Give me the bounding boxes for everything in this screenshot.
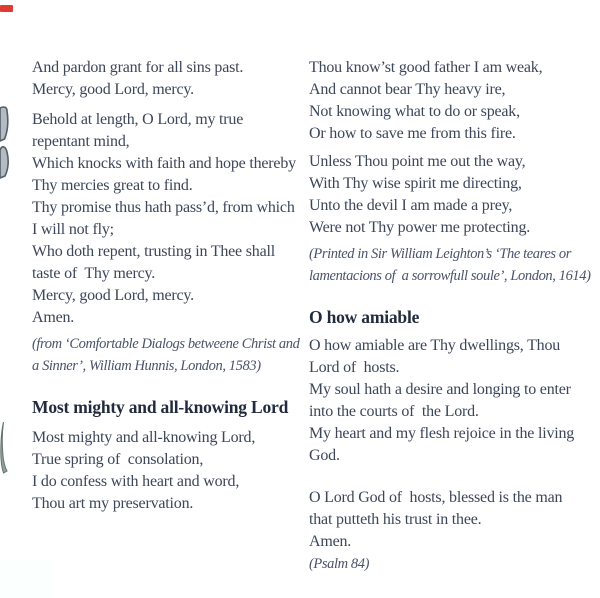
text-line: Most mighty and all-knowing Lord, (32, 429, 256, 446)
text-line: Amen. (32, 309, 75, 326)
heading-o-how-amiable: O how amiable (309, 307, 420, 327)
heading-most-mighty: Most mighty and all-knowing Lord (32, 397, 289, 417)
text-line: Unto the devil I am made a prey, (309, 197, 513, 214)
text-line: God. (309, 447, 340, 464)
text-line: With Thy wise spirit me directing, (309, 175, 522, 192)
text-line: My soul hath a desire and longing to enter (309, 381, 571, 398)
text-line: O how amiable are Thy dwellings, Thou (309, 337, 561, 354)
text-line: Mercy, good Lord, mercy. (32, 287, 194, 304)
text-line: Amen. (309, 533, 352, 550)
left-text-column (32, 57, 304, 515)
text-line: Lord of hosts. (309, 359, 400, 376)
text-line: True spring of consolation, (32, 451, 204, 468)
citation-psalm (309, 553, 594, 575)
text-line: taste of Thy mercy. (32, 265, 156, 282)
corner-mark-top (0, 5, 13, 12)
text-line: I do confess with heart and word, (32, 473, 240, 490)
citation-hunnis (32, 333, 304, 377)
citation-leighton (309, 243, 594, 287)
text-line: My heart and my flesh rejoice in the living (309, 425, 575, 442)
stanza-behold (32, 109, 304, 329)
right-text-column (309, 57, 594, 575)
verse-amiable (309, 335, 594, 467)
stanza-pardon-end (32, 57, 304, 101)
text-line: Who doth repent, trusting in Thee shall (32, 243, 275, 260)
text-line: Thy mercies great to find. (32, 177, 193, 194)
text-line: a Sinner’, William Hunnis, London, 1583) (32, 358, 261, 374)
text-line: Behold at length, O Lord, my true (32, 111, 244, 128)
text-line: Were not Thy power me protecting. (309, 219, 531, 236)
text-line: (Printed in Sir William Leighton’s ‘The teares or (309, 246, 571, 262)
text-line: Not knowing what to do or speak, (309, 103, 520, 120)
text-line: that putteth his trust in thee. (309, 511, 482, 528)
text-line: lamentacions of a sorrowfull soule’, London, 1614) (309, 268, 591, 284)
stanza-thou-knowst (309, 57, 594, 145)
text-line: I will not fly; (32, 221, 114, 238)
scan-artifact-patch (0, 560, 54, 598)
text-line: (from ‘Comfortable Dialogs betweene Christ and (32, 336, 300, 352)
text-line: O Lord God of hosts, blessed is the man (309, 489, 563, 506)
text-line: Thou know’st good father I am weak, (309, 59, 543, 76)
stanza-unless-thou (309, 151, 594, 239)
text-line: Unless Thou point me out the way, (309, 153, 526, 170)
text-line: into the courts of the Lord. (309, 403, 479, 420)
text-line: Mercy, good Lord, mercy. (32, 81, 194, 98)
text-line: And cannot bear Thy heavy ire, (309, 81, 506, 98)
text-line: And pardon grant for all sins past. (32, 59, 244, 76)
verse-o-lord-god (309, 487, 594, 553)
text-line: repentant mind, (32, 133, 130, 150)
text-line: Thou art my preservation. (32, 495, 194, 512)
text-line: Thy promise thus hath pass’d, from which (32, 199, 295, 216)
cropped-glyph-fragment-icon (0, 422, 10, 474)
text-line: (Psalm 84) (309, 556, 370, 572)
text-line: Or how to save me from this fire. (309, 125, 516, 142)
cropped-glyph-fragments-icon (0, 106, 12, 180)
text-line: Which knocks with faith and hope thereby (32, 155, 296, 172)
stanza-most-mighty (32, 427, 304, 515)
